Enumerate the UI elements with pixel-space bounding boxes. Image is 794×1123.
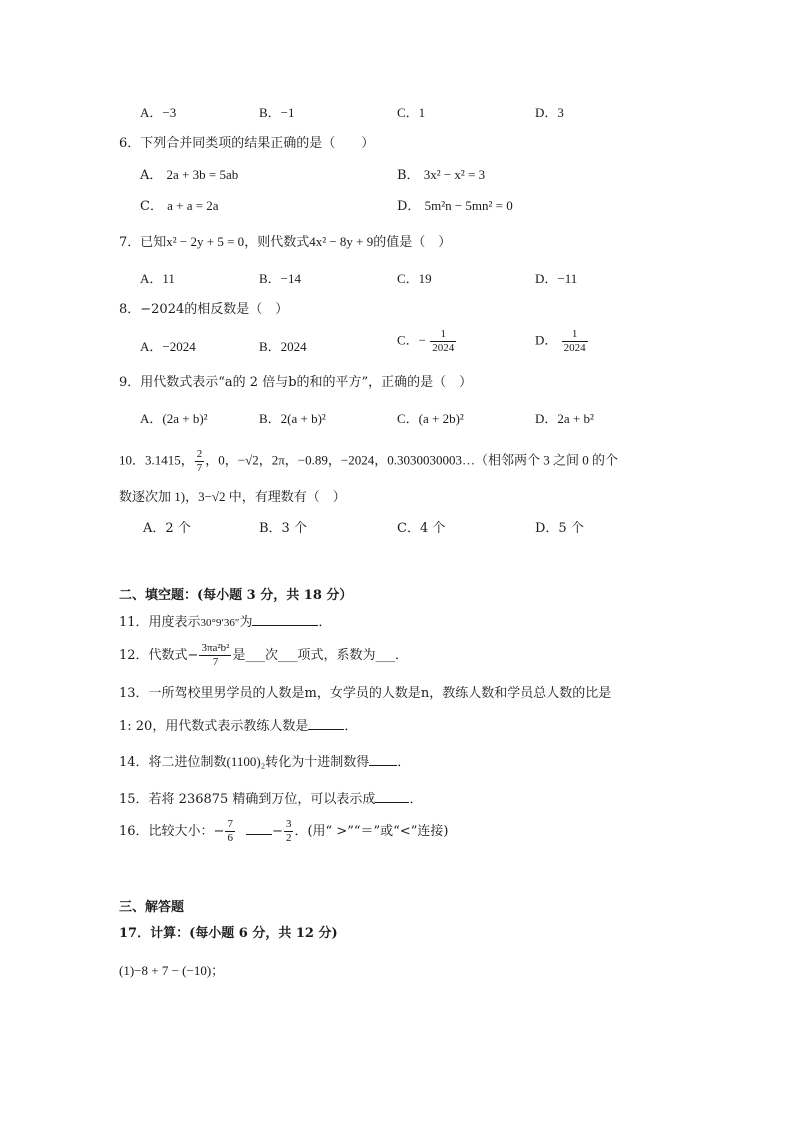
q8-d-numerator: 1 — [562, 328, 588, 342]
q6-option-c-math: a + a = 2a — [167, 198, 219, 213]
q16-stem-mid: − — [272, 824, 283, 840]
q8-option-d-fraction — [562, 328, 588, 355]
q16-fraction-2-denominator: 2 — [285, 832, 292, 845]
q17-sub1: (1)−8 + 7 − (−10)； — [119, 963, 225, 978]
q8-stem: 8．−2024的相反数是（ ） — [119, 302, 289, 317]
q8-option-c-fraction — [430, 328, 456, 355]
q11-stem-end: ． — [318, 615, 332, 630]
q8-option-c-label: C．− — [397, 332, 427, 348]
q11-stem-post: 为 — [239, 615, 253, 630]
q10-stem-pre: 10．3.1415， — [119, 452, 194, 468]
q8-option-d-label: D． — [535, 332, 558, 348]
q7-expression: 4x² − 8y + 9 — [309, 234, 374, 249]
q12-stem — [119, 642, 408, 669]
q8-option-c — [397, 328, 457, 355]
q6-option-d-math: 5m²n − 5mn² = 0 — [424, 198, 513, 213]
q12-stem-pre: 12．代数式− — [119, 648, 199, 664]
q13-line2 — [119, 718, 357, 735]
q11-angle: 30°9′36″ — [200, 617, 240, 629]
q11-stem — [119, 614, 331, 631]
q16-fraction-2 — [284, 818, 294, 845]
q7-option-d: D．−11 — [535, 271, 578, 286]
q10-fraction-numerator: 2 — [195, 448, 205, 462]
q15-stem-pre: 15．若将 236875 精确到万位，可以表示成 — [119, 792, 376, 807]
q9-option-c: C．(a + 2b)² — [397, 411, 464, 426]
q13-answer-blank[interactable] — [308, 718, 344, 730]
q12-stem-post: 是___次___项式，系数为___． — [232, 648, 408, 664]
q16-fraction-1-denominator: 6 — [227, 832, 233, 845]
q16-stem — [119, 818, 448, 845]
q14-stem-end: ． — [397, 755, 411, 770]
q6-option-a — [140, 167, 238, 184]
q10-option-b: B．3 个 — [259, 521, 307, 536]
q5-option-c: C．1 — [397, 105, 426, 120]
q9-option-a: A．(2a + b)² — [140, 411, 208, 426]
q9-option-d: D．2a + b² — [535, 411, 594, 426]
q11-stem-pre: 11．用度表示 — [119, 615, 201, 630]
q10-option-a: A．2 个 — [143, 521, 191, 536]
q16-answer-blank[interactable] — [246, 823, 272, 835]
q13-line2-pre: 1: 20，用代数式表示教练人数是 — [119, 719, 309, 734]
q8-c-numerator: 1 — [430, 328, 456, 342]
q7-stem — [119, 234, 451, 251]
q6-option-b-label: B． — [397, 168, 420, 183]
q6-option-a-math: 2a + 3b = 5ab — [166, 167, 239, 182]
q8-option-d — [535, 328, 589, 355]
q6-option-b — [397, 167, 485, 184]
q6-option-a-label: A． — [140, 168, 163, 183]
q10-fraction-denominator: 7 — [196, 462, 203, 475]
q10-option-d: D．5 个 — [535, 521, 584, 536]
section-2-title: 二、填空题：(每小题 3 分，共 18 分） — [119, 588, 353, 603]
q5-option-a: A．−3 — [140, 105, 177, 120]
q12-fraction-numerator: 3πa²b² — [199, 642, 231, 656]
q10-fraction — [195, 448, 205, 475]
q6-option-d-label: D． — [397, 199, 421, 214]
q7-condition: x² − 2y + 5 = 0 — [166, 234, 245, 249]
q16-fraction-1-numerator: 7 — [225, 818, 235, 832]
q10-stem-line1 — [119, 448, 618, 475]
q14-answer-blank[interactable] — [369, 754, 397, 766]
q7-option-b: B．−14 — [259, 271, 302, 286]
q15-answer-blank[interactable] — [375, 791, 409, 803]
q10-option-c: C．4 个 — [397, 521, 446, 536]
q15-stem-end: ． — [409, 792, 423, 807]
q6-stem: 6．下列合并同类项的结果正确的是（ ） — [119, 136, 375, 151]
q13-line2-post: ． — [344, 719, 358, 734]
q9-option-b: B．2(a + b)² — [259, 411, 326, 426]
q10-stem-line2: 数逐次加 1)，3−√2 中，有理数有（ ） — [119, 489, 346, 504]
q12-fraction — [199, 642, 231, 669]
q6-option-c — [140, 198, 219, 215]
q16-fraction-2-numerator: 3 — [284, 818, 294, 832]
q11-answer-blank[interactable] — [252, 614, 318, 626]
q16-stem-post: ．(用“ >”“＝”或“<”连接) — [294, 824, 449, 840]
q6-option-d — [397, 198, 513, 215]
q8-d-denominator: 2024 — [563, 342, 586, 355]
q13-line1: 13．一所驾校里男学员的人数是m，女学员的人数是n，教练人数和学员总人数的比是 — [119, 686, 612, 701]
q7-option-a: A．11 — [140, 271, 175, 286]
q9-stem: 9．用代数式表示“a的 2 倍与b的和的平方”，正确的是（ ） — [119, 375, 473, 390]
q6-option-b-math: 3x² − x² = 3 — [423, 167, 486, 182]
q16-stem-pre: 16．比较大小：− — [119, 824, 225, 840]
q14-stem — [119, 754, 410, 771]
q8-option-a: A．−2024 — [140, 339, 196, 354]
q7-stem-mid: ，则代数式 — [244, 235, 310, 250]
q7-stem-pre: 7．已知 — [119, 235, 167, 250]
q10-stem-mid: ，0，−√2，2π，−0.89，−2024，0.3030030003…（相邻两个 3 之间 0 的个 — [205, 452, 618, 468]
q8-c-denominator: 2024 — [432, 342, 455, 355]
q7-stem-post: 的值是（ ） — [373, 235, 452, 250]
q5-option-b: B．−1 — [259, 105, 295, 120]
q17-title: 17．计算：(每小题 6 分，共 12 分) — [119, 926, 338, 941]
q14-stem-pre: 14．将二进位制数 — [119, 755, 227, 770]
section-3-title: 三、解答题 — [119, 900, 185, 915]
q8-option-b: B．2024 — [259, 339, 307, 354]
q14-stem-post: 转化为十进制数得 — [265, 755, 370, 770]
q6-option-c-label: C． — [140, 199, 163, 214]
q15-stem — [119, 791, 422, 808]
q7-option-c: C．19 — [397, 271, 432, 286]
q5-option-d: D．3 — [535, 105, 564, 120]
q14-binary-number: (1100)₂ — [226, 754, 266, 769]
q16-fraction-1 — [225, 818, 235, 845]
q12-fraction-denominator: 7 — [212, 656, 219, 669]
